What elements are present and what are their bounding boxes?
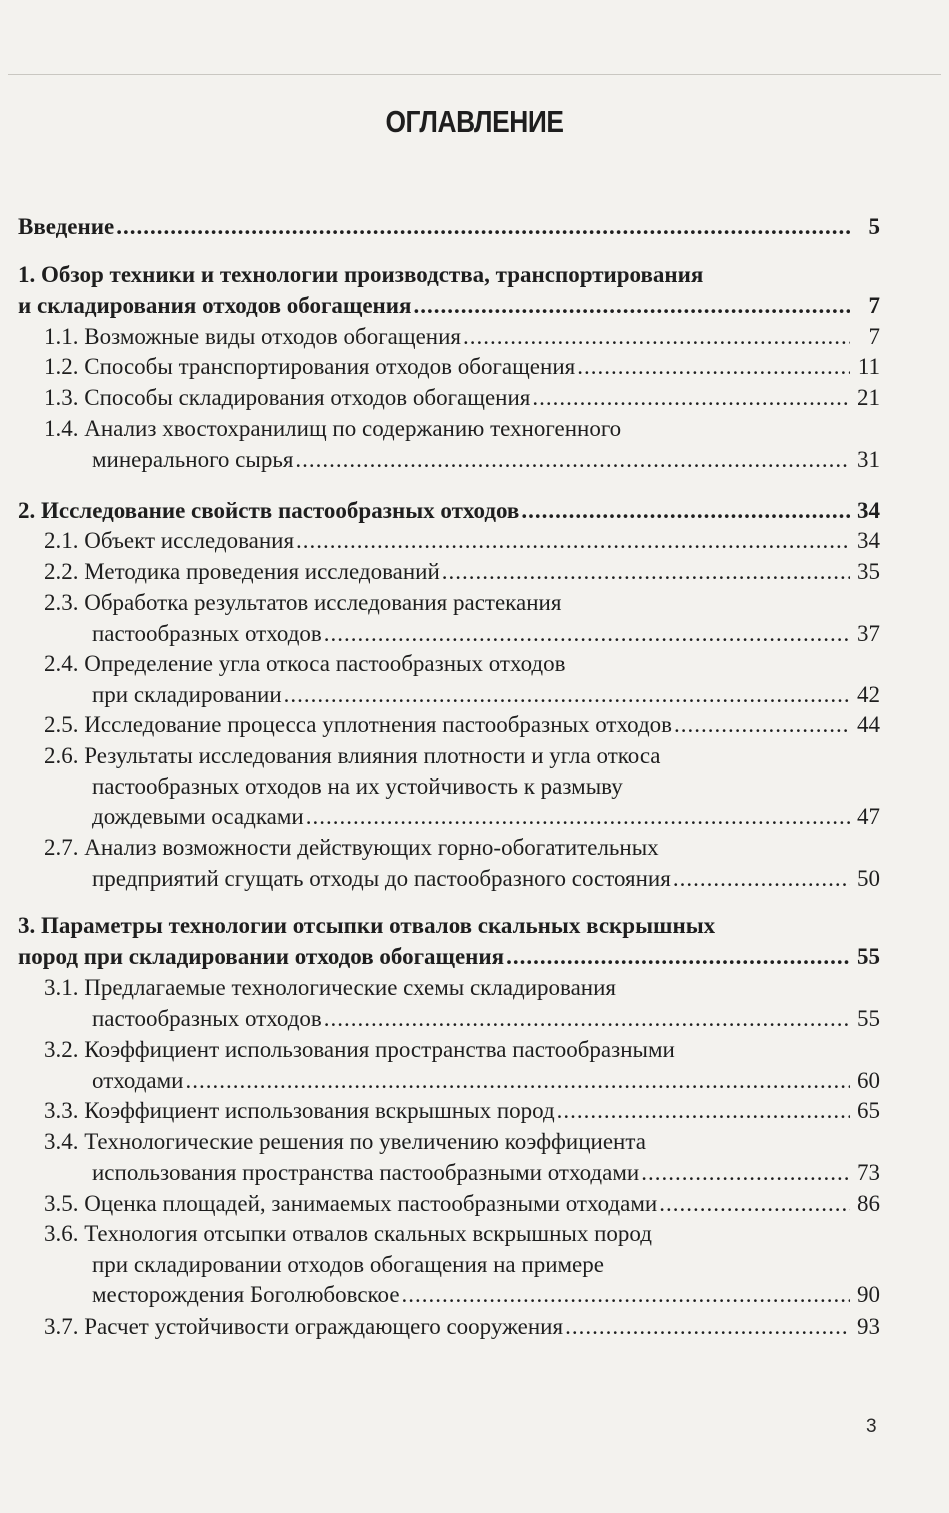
toc-entry-s3_4-line-2 [92, 1158, 880, 1188]
toc-entry-text: 2.4. Определение угла откоса пастообразных отходов [44, 651, 566, 676]
toc-page-number: 7 [868, 293, 880, 318]
toc-entry-s2_4-line-1 [44, 649, 880, 679]
toc-leader-dots [565, 1312, 850, 1342]
toc-entry-text: 3. Параметры технологии отсыпки отвалов скальных вскрышных [18, 913, 716, 938]
toc-entry-s1_3 [44, 383, 880, 413]
toc-entry-text: 2. Исследование свойств пастообразных отходов [18, 498, 520, 523]
toc-entry-s3_3 [44, 1096, 880, 1126]
toc-entry-s3_5 [44, 1189, 880, 1219]
toc-entry-s2_3-line-2 [92, 619, 880, 649]
toc-entry-ch1-line-1 [18, 260, 880, 290]
toc-page-number: 7 [868, 324, 880, 349]
toc-leader-dots [577, 352, 850, 382]
toc-entry-text: 1. Обзор техники и технологии производства, транспортирования [18, 262, 704, 287]
toc-page-number: 11 [857, 354, 880, 379]
toc-leader-dots [402, 1280, 850, 1310]
toc-entry-s1_4-line-1 [44, 414, 880, 444]
toc-entry-text: и складирования отходов обогащения [18, 293, 412, 318]
toc-leader-dots [557, 1096, 850, 1126]
toc-page-number: 34 [857, 498, 880, 523]
toc-leader-dots [673, 864, 850, 894]
toc-page-number: 90 [857, 1282, 880, 1307]
toc-leader-dots [532, 383, 850, 413]
toc-entry-s3_6-line-2 [92, 1250, 880, 1280]
header-rule [8, 74, 941, 75]
toc-leader-dots [506, 942, 850, 972]
toc-page-number: 60 [857, 1068, 880, 1093]
toc-page-number: 42 [857, 682, 880, 707]
toc-entry-text: 1.3. Способы складирования отходов обогащения [44, 385, 531, 410]
toc-leader-dots [185, 1066, 850, 1096]
toc-page-number: 37 [857, 621, 880, 646]
toc-entry-text: 1.1. Возможные виды отходов обогащения [44, 324, 461, 349]
toc-page-number: 44 [857, 712, 880, 737]
toc-leader-dots [641, 1158, 850, 1188]
toc-entry-s2_4-line-2 [92, 680, 880, 710]
toc-entry-ch1-line-2 [18, 291, 880, 321]
toc-entry-text: 3.5. Оценка площадей, занимаемых пастообразными отходами [44, 1191, 658, 1216]
page-number: 3 [866, 1416, 877, 1437]
toc-leader-dots [442, 557, 850, 587]
toc-entry-text: отходами [92, 1068, 184, 1093]
toc-page-number: 50 [857, 866, 880, 891]
toc-entry-text: предприятий сгущать отходы до пастообразного состояния [92, 866, 671, 891]
toc-entry-s1_4-line-2 [92, 445, 880, 475]
toc-leader-dots [284, 680, 850, 710]
toc-entry-text: 1.4. Анализ хвостохранилищ по содержанию техногенного [44, 416, 622, 441]
toc-leader-dots [296, 526, 850, 556]
toc-page-number: 21 [857, 385, 880, 410]
toc-entry-s3_2-line-1 [44, 1035, 880, 1065]
toc-entry-text: 3.6. Технология отсыпки отвалов скальных вскрышных пород [44, 1221, 652, 1246]
toc-entry-text: при складировании [92, 682, 282, 707]
toc-entry-s2_2 [44, 557, 880, 587]
toc-page-number: 93 [857, 1314, 880, 1339]
toc-entry-s3_6-line-3 [92, 1280, 880, 1310]
toc-entry-text: 3.7. Расчет устойчивости ограждающего сооружения [44, 1314, 564, 1339]
toc-entry-text: использования пространства пастообразными отходами [92, 1160, 640, 1185]
toc-entry-text: пастообразных отходов на их устойчивость к размыву [92, 774, 623, 799]
toc-entry-text: 2.7. Анализ возможности действующих горно-обогатительных [44, 835, 659, 860]
toc-entry-text: минерального сырья [92, 447, 294, 472]
toc-entry-text: 2.1. Объект исследования [44, 528, 295, 553]
toc-entry-text: месторождения Боголюбовское [92, 1282, 400, 1307]
toc-entry-s2_6-line-2 [92, 772, 880, 802]
toc-leader-dots [659, 1189, 850, 1219]
toc-entry-s2_6-line-1 [44, 741, 880, 771]
toc-entry-text: 2.3. Обработка результатов исследования растекания [44, 590, 562, 615]
toc-entry-text: Введение [18, 214, 115, 239]
toc-leader-dots [295, 445, 850, 475]
toc-leader-dots [521, 496, 850, 526]
toc-entry-s2_7-line-1 [44, 833, 880, 863]
toc-entry-text: 2.5. Исследование процесса уплотнения пастообразных отходов [44, 712, 673, 737]
toc-entry-text: 3.2. Коэффициент использования пространства пастообразными [44, 1037, 675, 1062]
toc-leader-dots [116, 212, 850, 242]
toc-entry-s3_2-line-2 [92, 1066, 880, 1096]
toc-leader-dots [324, 619, 850, 649]
toc-page-number: 73 [857, 1160, 880, 1185]
toc-entry-text: пород при складировании отходов обогащения [18, 944, 505, 969]
toc-entry-s1_1 [44, 322, 880, 352]
toc-page-number: 35 [857, 559, 880, 584]
toc-entry-text: при складировании отходов обогащения на примере [92, 1252, 604, 1277]
toc-leader-dots [414, 291, 851, 321]
toc-entry-s2_6-line-3 [92, 802, 880, 832]
toc-entry-ch3-line-1 [18, 911, 880, 941]
toc-leader-dots [674, 710, 850, 740]
toc-entry-text: пастообразных отходов [92, 621, 322, 646]
toc-entry-text: 3.3. Коэффициент использования вскрышных пород [44, 1098, 555, 1123]
toc-entry-text: 2.2. Методика проведения исследований [44, 559, 440, 584]
toc-entry-text: дождевыми осадками [92, 804, 304, 829]
toc-leader-dots [324, 1004, 850, 1034]
toc-entry-text: 3.1. Предлагаемые технологические схемы складирования [44, 975, 616, 1000]
toc-page-number: 55 [857, 1006, 880, 1031]
toc-entry-s3_1-line-2 [92, 1004, 880, 1034]
toc-entry-s1_2 [44, 352, 880, 382]
toc-entry-s3_7 [44, 1312, 880, 1342]
toc-page-number: 31 [857, 447, 880, 472]
toc-entry-s2_1 [44, 526, 880, 556]
toc-page-number: 65 [857, 1098, 880, 1123]
toc-page-number: 86 [857, 1191, 880, 1216]
toc-entry-ch2 [18, 496, 880, 526]
toc-entry-s2_3-line-1 [44, 588, 880, 618]
toc-page-number: 5 [868, 214, 880, 239]
toc-leader-dots [463, 322, 850, 352]
toc-entry-s3_4-line-1 [44, 1127, 880, 1157]
toc-entry-s2_7-line-2 [92, 864, 880, 894]
toc-entry-text: 2.6. Результаты исследования влияния плотности и угла откоса [44, 743, 661, 768]
toc-entry-ch3-line-2 [18, 942, 880, 972]
toc-entry-text: 1.2. Способы транспортирования отходов обогащения [44, 354, 576, 379]
toc-entry-intro [18, 212, 880, 242]
toc-page-number: 47 [857, 804, 880, 829]
toc-leader-dots [306, 802, 850, 832]
toc-entry-text: 3.4. Технологические решения по увеличению коэффициента [44, 1129, 646, 1154]
toc-entry-s3_1-line-1 [44, 973, 880, 1003]
toc-page-number: 34 [857, 528, 880, 553]
toc-page-number: 55 [857, 944, 880, 969]
toc-entry-s3_6-line-1 [44, 1219, 880, 1249]
toc-entry-s2_5 [44, 710, 880, 740]
toc-entry-text: пастообразных отходов [92, 1006, 322, 1031]
page-title: ОГЛАВЛЕНИЕ [385, 104, 564, 139]
